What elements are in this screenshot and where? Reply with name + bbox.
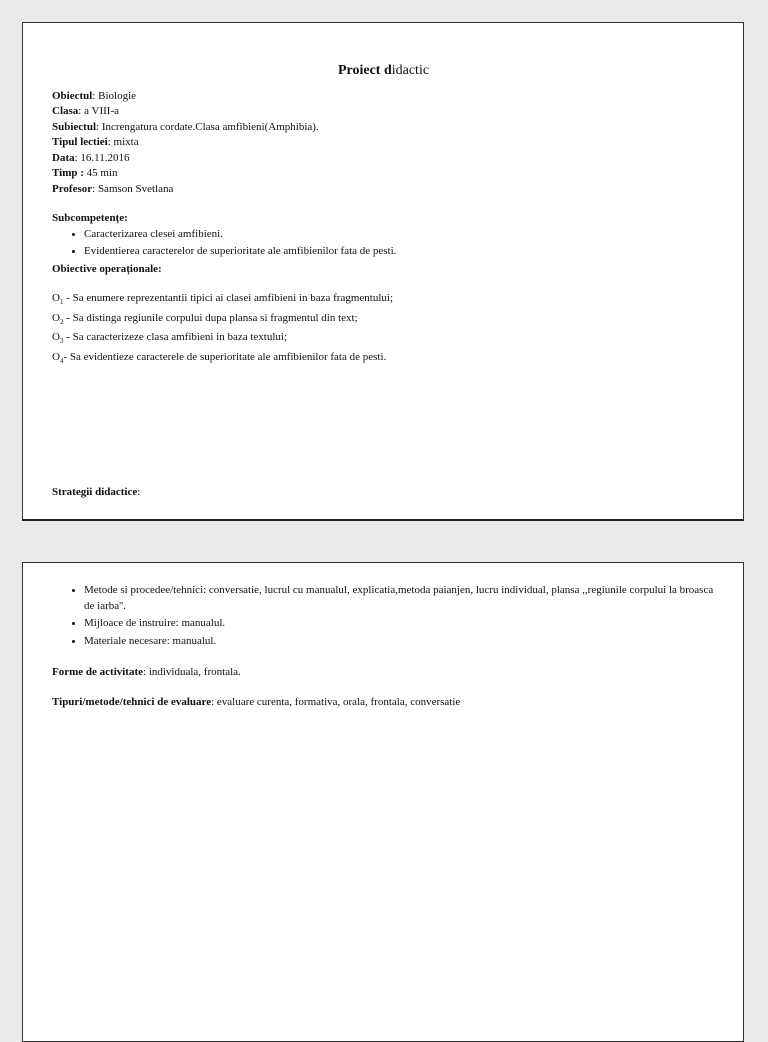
field-subiectul: [52, 120, 715, 136]
list-item: • Mijloace de instruire: manualul.: [84, 616, 715, 632]
objective-1: [52, 291, 715, 311]
spacer: [52, 651, 715, 665]
field-sep: :: [92, 182, 98, 195]
field-timp: [52, 166, 715, 182]
field-sep: :: [107, 136, 114, 148]
field-value: a VIII-a: [84, 105, 120, 117]
field-sep: :: [96, 120, 102, 133]
field-clasa: [52, 104, 715, 120]
field-sep: :: [74, 151, 81, 164]
field-label: Subiectul: [52, 120, 97, 133]
forme-value: : individuala, frontala.: [143, 666, 241, 678]
list-item: • Caracterizarea clesei amfibieni.: [84, 227, 715, 243]
field-sep: :: [92, 89, 99, 102]
objective-letter: O: [52, 351, 60, 364]
objective-index: 1: [59, 298, 64, 307]
objective-letter: O: [52, 311, 60, 324]
objective-text: - Sa enumere reprezentantii tipici ai clasei amfibieni in baza fragmentului;: [63, 292, 394, 304]
list-item: • Evidentierea caracterelor de superioritate ale amfibienilor fata de pesti.: [84, 244, 715, 260]
subcompetente-heading: [52, 211, 715, 227]
field-value: Increngatura cordate.Clasa amfibieni(Amphibia).: [101, 120, 319, 133]
objective-text: - Sa caracterizeze clasa amfibieni in baza textului;: [63, 331, 287, 344]
field-value: Biologie: [98, 89, 137, 102]
spacer: [52, 197, 715, 211]
subcompetente-list: [52, 227, 715, 260]
title-rest-part: idactic: [391, 63, 430, 78]
tipuri-label: Tipuri/metode/tehnici de evaluare: [52, 695, 212, 708]
list-item: • Metode si procedee/tehnici: conversatie, lucrul cu manualul, explicatia,metoda paianjen, lucru individual, plansa ,,regiunile corpului la broasca de iarba''.: [84, 583, 715, 614]
field-label: Obiectul: [52, 89, 93, 102]
objective-2: [52, 311, 715, 331]
objective-index: 2: [59, 317, 64, 326]
objective-index: 3: [59, 337, 64, 346]
document-page-1: [22, 22, 744, 521]
spacer: [52, 277, 715, 291]
document-page-2: [22, 562, 744, 1042]
document-title: [52, 63, 715, 79]
strategii-line: [52, 486, 140, 498]
objective-index: 4: [59, 357, 64, 366]
objective-letter: O: [52, 292, 60, 304]
field-label: Profesor: [52, 182, 93, 195]
field-data: [52, 151, 715, 167]
field-value: 16.11.2016: [80, 151, 130, 164]
objective-4: [52, 350, 715, 370]
objective-letter: O: [52, 331, 60, 344]
objective-text: - Sa evidentieze caracterele de superioritate ale amfibienilor fata de pesti.: [63, 351, 387, 364]
field-label: Data: [52, 151, 75, 164]
tipuri-value: : evaluare curenta, formativa, orala, frontala, conversatie: [211, 695, 461, 708]
tipuri-line: [52, 695, 715, 711]
field-sep: :: [78, 105, 85, 117]
forme-label: Forme de activitate: [52, 666, 144, 678]
field-value: mixta: [113, 136, 139, 148]
objective-3: [52, 330, 715, 350]
field-tipul-lectiei: [52, 135, 715, 151]
field-value: Samson Svetlana: [97, 182, 174, 195]
page-2-content: [52, 583, 715, 710]
field-label: Clasa: [52, 105, 79, 117]
list-item: • Materiale necesare: manualul.: [84, 634, 715, 650]
obiective-heading: [52, 262, 715, 278]
strategii-list: [52, 583, 715, 649]
field-obiectul: [52, 89, 715, 105]
subcompetente-heading-text: Subcompetențe:: [52, 212, 128, 224]
field-label: Tipul lectiei: [52, 136, 108, 148]
field-label: Timp :: [52, 167, 84, 179]
title-bold-part: Proiect d: [337, 63, 392, 78]
strategii-label: Strategii didactice: [52, 486, 138, 498]
field-value: 45 min: [86, 167, 118, 179]
field-profesor: [52, 182, 715, 198]
page-1-content: [52, 63, 715, 370]
strategii-sep: :: [137, 486, 141, 498]
objective-text: - Sa distinga regiunile corpului dupa plansa si fragmentul din text;: [63, 311, 358, 324]
forme-line: [52, 665, 715, 681]
obiective-heading-text: Obiective operaționale:: [52, 262, 162, 275]
spacer: [52, 681, 715, 695]
